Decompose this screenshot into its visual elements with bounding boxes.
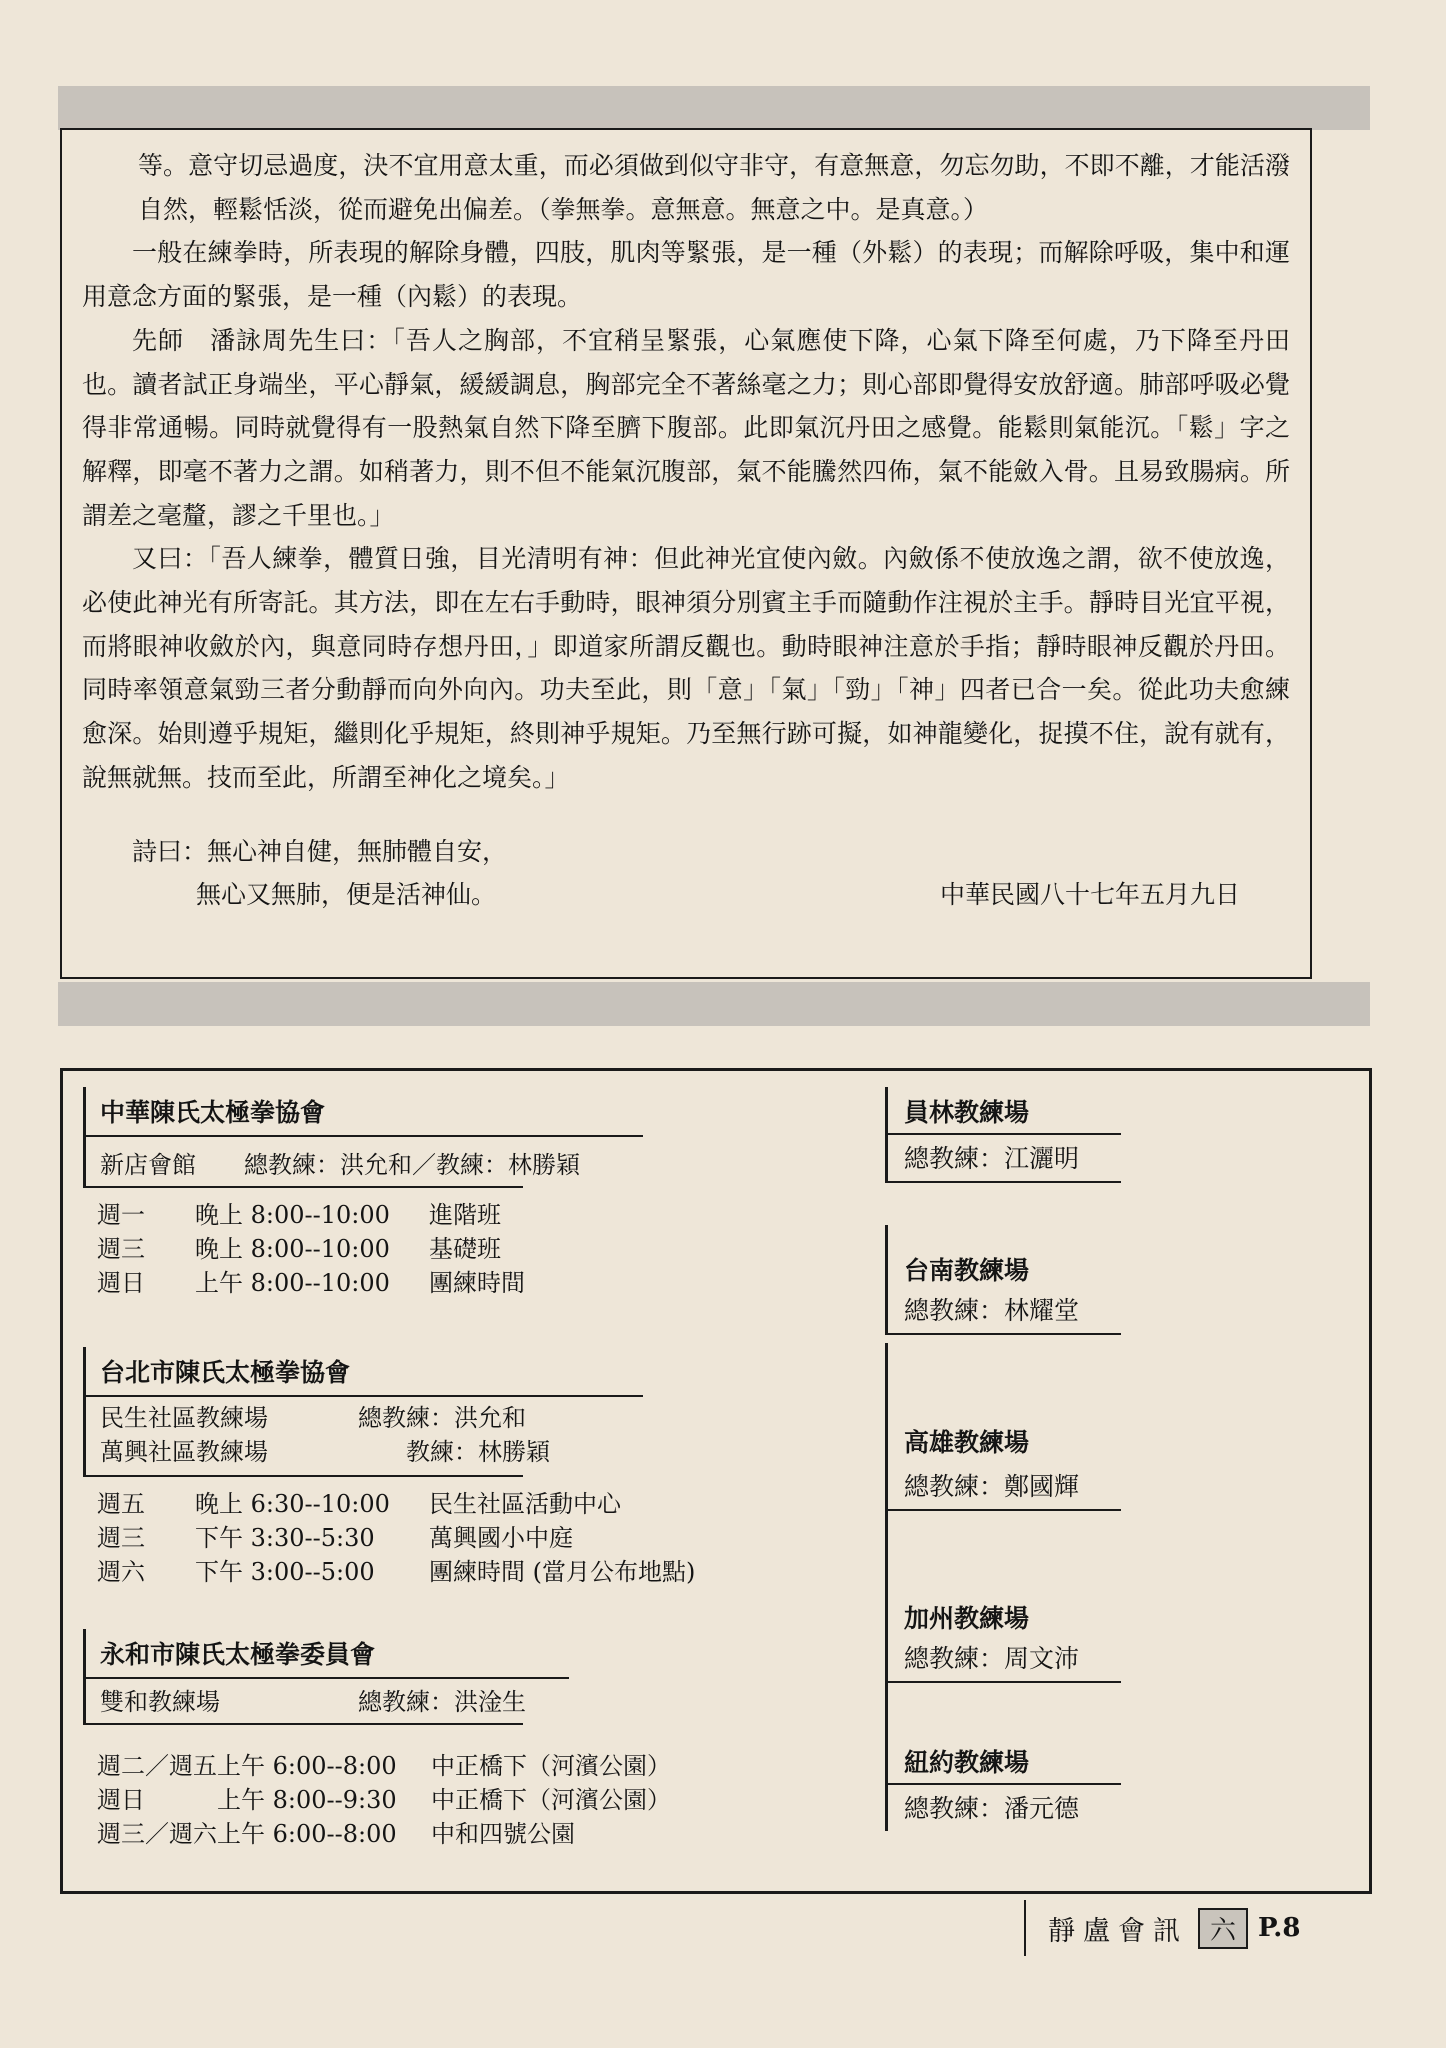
schedule-note: 中正橋下（河濱公園） xyxy=(431,1786,671,1814)
right-club-tainan xyxy=(885,1225,1185,1335)
schedule-time: 下午 3:30--5:30 xyxy=(195,1524,375,1552)
right-club-newyork xyxy=(885,1663,1185,1831)
club-venue: 新店會館 總教練：洪允和／教練：林勝穎 xyxy=(83,1137,703,1186)
schedule-day: 週一 xyxy=(97,1201,145,1229)
poem-line-2: 無心又無肺，便是活神仙。 xyxy=(196,880,497,910)
right-club-title: 高雄教練場 xyxy=(885,1343,1185,1463)
schedule-time: 週二／週五上午 6:00--8:00 xyxy=(97,1752,397,1780)
schedule-note: 中和四號公園 xyxy=(431,1820,575,1848)
top-gray-band xyxy=(58,86,1370,130)
article-paragraph-2: 一般在練拳時，所表現的解除身體，四肢，肌肉等緊張，是一種（外鬆）的表現；而解除呼吸，集中和運用意念方面的緊張，是一種（內鬆）的表現。 xyxy=(82,238,1290,312)
club-schedule xyxy=(83,1487,703,1589)
right-club-kaohsiung xyxy=(885,1343,1185,1511)
right-club-coach: 總教練：鄭國輝 xyxy=(885,1463,1185,1509)
schedule-note: 團練時間 xyxy=(429,1269,525,1297)
schedule-day: 週六 xyxy=(97,1558,145,1586)
right-club-coach: 總教練：潘元德 xyxy=(885,1785,1185,1831)
schedule-row xyxy=(97,1487,703,1521)
site-row xyxy=(100,1687,703,1717)
schedule-row xyxy=(97,1232,703,1266)
poem-date-row xyxy=(196,873,1290,917)
right-club-title: 台南教練場 xyxy=(885,1225,1185,1291)
club-sites xyxy=(83,1397,703,1475)
clubs-box xyxy=(60,1068,1372,1894)
page-number: P.8 xyxy=(1258,1913,1301,1943)
schedule-time: 週三／週六上午 6:00--8:00 xyxy=(97,1820,397,1848)
divider xyxy=(885,1333,1121,1335)
footer xyxy=(1024,1900,1372,1956)
right-club-coach: 總教練：周文沛 xyxy=(885,1639,1185,1681)
schedule-row xyxy=(97,1266,703,1300)
club-yonghe xyxy=(83,1629,703,1851)
middle-gray-band xyxy=(58,982,1370,1026)
right-club-title: 員林教練場 xyxy=(885,1087,1185,1133)
schedule-row xyxy=(97,1198,703,1232)
schedule-day: 週日 xyxy=(97,1269,145,1297)
right-club-california xyxy=(885,1499,1185,1683)
schedule-time: 晚上 8:00--10:00 xyxy=(195,1235,390,1263)
schedule-note: 基礎班 xyxy=(429,1235,501,1263)
site-coach: 總教練：洪淦生 xyxy=(358,1688,526,1716)
schedule-row xyxy=(97,1749,703,1783)
site-place: 雙和教練場 xyxy=(100,1688,220,1716)
schedule-time: 上午 8:00--10:00 xyxy=(195,1269,390,1297)
site-place: 萬興社區教練場 xyxy=(100,1438,268,1466)
article-paragraph-3: 先師 潘詠周先生曰：「吾人之胸部，不宜稍呈緊張，心氣應使下降，心氣下降至何處，乃下降至丹田也。讀者試正身端坐，平心靜氣，緩緩調息，胸部完全不著絲毫之力；則心部即覺得安放舒適。肺部呼吸必覺得非常通暢。同時就覺得有一股熱氣自然下降至臍下腹部。此即氣沉丹田之感覺。能鬆則氣能沉。「鬆」字之解釋，即毫不著力之謂。如稍著力，則不但不能氣沉腹部，氣不能騰然四佈，氣不能斂入骨。且易致腸病。所謂差之毫釐，謬之千里也。」 xyxy=(82,325,1290,530)
schedule-row xyxy=(97,1783,703,1817)
club-schedule xyxy=(83,1198,703,1300)
schedule-row xyxy=(97,1521,703,1555)
divider xyxy=(83,1475,523,1477)
club-title: 永和市陳氏太極拳委員會 xyxy=(83,1629,703,1677)
schedule-note: 中正橋下（河濱公園） xyxy=(431,1752,671,1780)
schedule-note: 進階班 xyxy=(429,1201,501,1229)
article-box xyxy=(60,128,1312,979)
site-coach: 教練：林勝穎 xyxy=(358,1438,550,1466)
divider xyxy=(885,1181,1121,1183)
club-schedule xyxy=(83,1749,703,1851)
right-club-yuanlin xyxy=(885,1087,1185,1183)
club-zhonghua xyxy=(83,1087,703,1300)
site-place: 民生社區教練場 xyxy=(100,1404,268,1432)
issue-number: 六 xyxy=(1198,1908,1248,1949)
divider xyxy=(83,1186,523,1188)
club-taipei xyxy=(83,1347,703,1589)
right-club-title: 紐約教練場 xyxy=(885,1663,1185,1783)
article-paragraph-1: 等。意守切忌過度，決不宜用意太重，而必須做到似守非守，有意無意，勿忘勿助，不即不離，才能活潑自然，輕鬆恬淡，從而避免出偏差。（拳無拳。意無意。無意之中。是真意。） xyxy=(138,151,1290,224)
club-site xyxy=(83,1679,703,1723)
article-date: 中華民國八十七年五月九日 xyxy=(939,880,1240,910)
right-club-coach: 總教練：江灑明 xyxy=(885,1135,1185,1181)
newsletter-name: 靜盧會訊 xyxy=(1048,1915,1188,1947)
article-paragraph-4: 又曰：「吾人練拳，體質日強，目光清明有神：但此神光宜使內斂。內斂係不使放逸之謂，欲不使放逸，必使此神光有所寄託。其方法，即在左右手動時，眼神須分別賓主手而隨動作注視於主手。靜時目光宜平視，而將眼神收斂於內，與意同時存想丹田，」即道家所謂反觀也。動時眼神注意於手指；靜時眼神反觀於丹田。同時率領意氣勁三者分動靜而向外向內。功夫至此，則「意」「氣」「勁」「神」四者已合一矣。從此功夫愈練愈深。始則遵乎規矩，繼則化乎規矩，終則神乎規矩。乃至無行跡可擬，如神龍變化，捉摸不住，說有就有，說無就無。技而至此，所謂至神化之境矣。」 xyxy=(82,544,1290,792)
schedule-note: 萬興國小中庭 xyxy=(429,1524,573,1552)
right-club-coach: 總教練：林耀堂 xyxy=(885,1291,1185,1333)
schedule-row xyxy=(97,1555,703,1589)
schedule-day: 週三 xyxy=(97,1235,145,1263)
schedule-day: 週三 xyxy=(97,1524,145,1552)
club-title: 中華陳氏太極拳協會 xyxy=(83,1087,703,1135)
schedule-row xyxy=(97,1817,703,1851)
schedule-time: 週日 上午 8:00--9:30 xyxy=(97,1786,397,1814)
site-coach: 總教練：洪允和 xyxy=(358,1404,526,1432)
schedule-note: 團練時間 (當月公布地點) xyxy=(429,1558,696,1586)
right-club-title: 加州教練場 xyxy=(885,1499,1185,1639)
club-title: 台北市陳氏太極拳協會 xyxy=(83,1347,703,1395)
site-row xyxy=(100,1435,703,1469)
schedule-time: 晚上 6:30--10:00 xyxy=(195,1490,390,1518)
schedule-note: 民生社區活動中心 xyxy=(429,1490,621,1518)
divider xyxy=(83,1723,523,1725)
schedule-time: 晚上 8:00--10:00 xyxy=(195,1201,390,1229)
schedule-day: 週五 xyxy=(97,1490,145,1518)
poem-line-1: 詩曰：無心神自健，無肺體自安， xyxy=(132,836,508,866)
site-row xyxy=(100,1401,703,1435)
schedule-time: 下午 3:00--5:00 xyxy=(195,1558,375,1586)
